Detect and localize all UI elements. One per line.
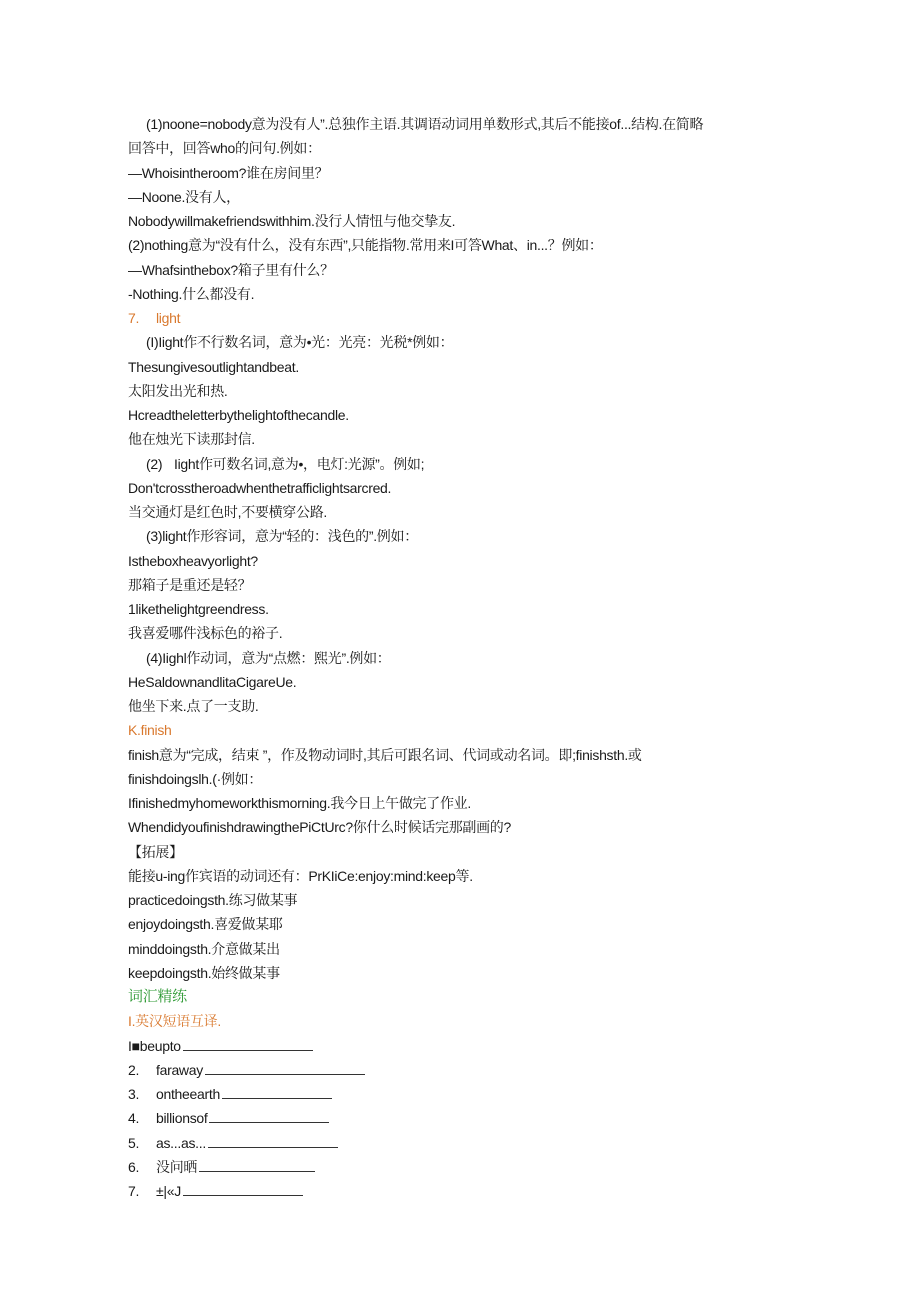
exercise-item <box>128 1082 788 1106</box>
line-text: ontheearth <box>156 1086 220 1102</box>
text-line <box>128 621 788 645</box>
text-line <box>128 209 788 233</box>
text-line <box>128 500 788 524</box>
item-number: 5. <box>128 1134 140 1151</box>
text-line <box>128 937 788 961</box>
line-text: light <box>156 310 181 326</box>
text-line <box>128 476 788 500</box>
line-text: 回答中，回答who的问句.例如： <box>128 140 321 157</box>
text-line <box>128 403 788 427</box>
text-line <box>128 961 788 985</box>
line-text: —Noone.没有人， <box>128 188 240 205</box>
line-text: Hcreadtheletterbythelightofthecandle. <box>128 407 349 423</box>
line-text: WhendidyoufinishdrawingthePiCtUrc?你什么时候话完那副画的? <box>128 819 511 836</box>
answer-blank[interactable] <box>183 1181 303 1196</box>
text-line <box>128 573 788 597</box>
line-text: 他在烛光下读那封信. <box>128 431 255 448</box>
line-text: enjoydoingsth.喜爱做某耶 <box>128 916 283 933</box>
text-line <box>128 161 788 185</box>
line-text: 1likethelightgreendress. <box>128 601 269 617</box>
exercise-item <box>128 1131 788 1155</box>
text-line <box>128 379 788 403</box>
text-line <box>128 670 788 694</box>
text-line <box>128 258 788 282</box>
line-text: —Whafsinthebox?箱子里有什么？ <box>128 261 334 278</box>
line-text: (I)Iight作不行数名词，意为•光：光亮：光税*例如： <box>146 334 454 351</box>
line-text: 没问晒 <box>156 1158 198 1175</box>
line-text: 太阳发出光和热. <box>128 382 228 399</box>
text-line <box>128 791 788 815</box>
text-line <box>128 912 788 936</box>
text-line <box>128 767 788 791</box>
line-text: minddoingsth.介意做某出 <box>128 940 280 957</box>
line-text: finish意为“完成，结束 ”，作及物动词时,其后可跟名词、代词或动名词。即;finishsth.或 <box>128 746 642 763</box>
line-text: billionsof <box>156 1110 208 1127</box>
text-line <box>128 524 788 548</box>
text-line <box>128 452 788 476</box>
line-text: 我喜爱哪件浅标色的裕子. <box>128 625 283 642</box>
answer-blank[interactable] <box>222 1084 332 1099</box>
line-text: 能接u-ing作宾语的动词还有：PrKIiCe:enjoy:mind:keep等. <box>128 867 473 884</box>
section-heading <box>128 985 788 1009</box>
item-number: 6. <box>128 1158 140 1175</box>
text-line <box>128 427 788 451</box>
line-text: (4)Iighl作动词，意为“点燃：熙光”.例如： <box>146 649 391 666</box>
text-line <box>128 136 788 160</box>
answer-blank[interactable] <box>209 1108 329 1123</box>
exercise-item <box>128 1058 788 1082</box>
text-line <box>128 646 788 670</box>
line-text: Iight作可数名词,意为•，电灯:光源”。例如; <box>174 455 425 472</box>
line-text: I.英汉短语互译. <box>128 1013 221 1030</box>
text-line <box>128 888 788 912</box>
line-text: HeSaldownandlitaCigareUe. <box>128 673 297 690</box>
item-number: (2) <box>146 455 163 472</box>
line-text: Istheboxheavyorlight? <box>128 552 258 569</box>
exercise-item <box>128 1155 788 1179</box>
item-number: 2. <box>128 1061 140 1078</box>
answer-blank[interactable] <box>208 1133 338 1148</box>
line-text: keepdoingsth.始终做某事 <box>128 964 280 981</box>
line-text: —Whoisintheroom?谁在房间里？ <box>128 164 329 181</box>
line-text: as...as... <box>156 1134 206 1151</box>
line-text: Nobodywillmakefriendswithhim.没行人情忸与他交挚友. <box>128 213 456 229</box>
text-line <box>128 815 788 839</box>
text-line <box>128 864 788 888</box>
text-line <box>128 549 788 573</box>
exercise-item <box>128 1106 788 1130</box>
text-line <box>128 694 788 718</box>
text-line <box>128 840 788 864</box>
answer-blank[interactable] <box>205 1060 365 1075</box>
text-line <box>128 743 788 767</box>
text-line <box>128 597 788 621</box>
line-text: 当交通灯是红色时,不要横穿公路. <box>128 504 327 520</box>
item-number: 4. <box>128 1110 140 1127</box>
text-line <box>128 233 788 257</box>
line-text: K.finish <box>128 722 172 739</box>
text-line <box>128 355 788 379</box>
answer-blank[interactable] <box>183 1036 313 1051</box>
exercise-item <box>128 1034 788 1058</box>
line-text: 词汇精练 <box>128 988 187 1005</box>
section-heading <box>128 718 788 742</box>
section-heading <box>128 1009 788 1033</box>
line-text: Don'tcrosstheroadwhenthetrafficlightsarcred. <box>128 479 392 496</box>
line-text: finishdoingslh.(·例如： <box>128 770 263 787</box>
line-text: (2)nothing意为“没有什么，没有东西”,只能指物.常用来I可答What、in...？例如： <box>128 237 603 254</box>
line-text: -Nothing.什么都没有. <box>128 285 255 302</box>
section-heading <box>128 306 788 330</box>
answer-blank[interactable] <box>199 1157 315 1172</box>
document-page <box>128 112 788 1203</box>
item-number: 7. <box>128 310 140 326</box>
line-text: Ifinishedmyhomeworkthismorning.我今日上午做完了作业. <box>128 795 471 811</box>
item-number: 7. <box>128 1183 140 1199</box>
line-text: Thesungivesoutlightandbeat. <box>128 358 299 375</box>
item-number: 3. <box>128 1086 140 1102</box>
text-line <box>128 282 788 306</box>
exercise-item <box>128 1179 788 1203</box>
line-text: I■beupto <box>128 1037 181 1054</box>
line-text: 那箱子是重还是轻？ <box>128 576 252 593</box>
line-text: ±|«J <box>156 1183 181 1199</box>
text-line <box>128 112 788 136</box>
text-line <box>128 330 788 354</box>
line-text: 他坐下来.点了一支助. <box>128 698 259 714</box>
text-line <box>128 185 788 209</box>
line-text: (1)noone=nobody意为没有人”.总独作主语.其调语动词用单数形式,其后不能接of...结构.在简略 <box>146 116 704 132</box>
line-text: faraway <box>156 1061 203 1078</box>
line-text: (3)light作形容词，意为“轻的：浅色的”.例如： <box>146 528 418 545</box>
line-text: 【拓展】 <box>128 843 183 860</box>
line-text: practicedoingsth.练习做某事 <box>128 892 298 908</box>
